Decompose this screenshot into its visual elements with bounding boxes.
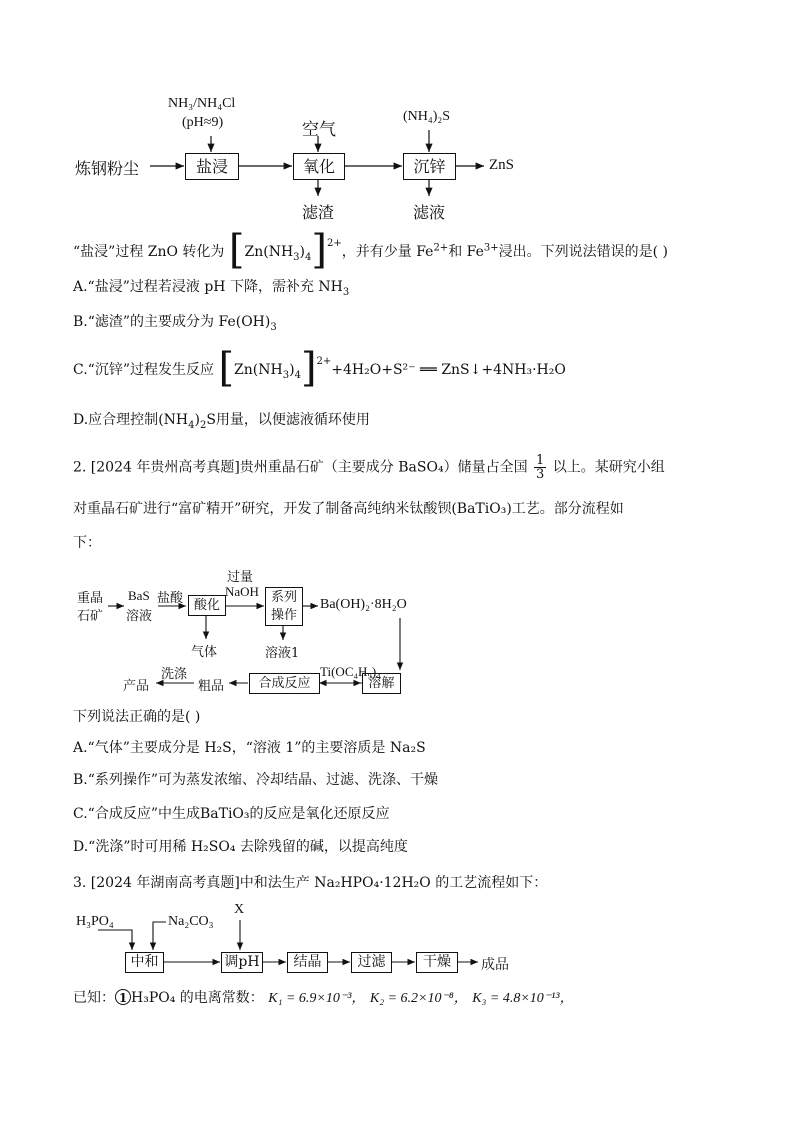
- flow1-reagent-nh3: NH₃/NH₄Cl: [168, 96, 236, 111]
- flow1-out-residue: 滤渣: [302, 203, 335, 222]
- q3-known-prefix: 已知：: [73, 990, 115, 1006]
- flow1-product: ZnS: [489, 157, 515, 173]
- q3-title: 3. [2024 年湖南高考真题]中和法生产 Na₂HPO₄·12H₂O 的工艺流程如下：: [73, 875, 548, 891]
- flow2-ore-2: 石矿: [77, 609, 104, 624]
- flow2-hcl: 盐酸: [157, 591, 184, 606]
- q2-line1-a: 2. [2024 年贵州高考真题]贵州重晶石矿（主要成分 BaSO₄）储量占全国: [73, 459, 528, 476]
- flow2-bas-1: BaS: [128, 588, 150, 603]
- q2-frac-num: 1: [536, 453, 545, 468]
- flow3-na2co3: Na₂CO₃: [168, 914, 214, 929]
- flow2-gas: 气体: [191, 645, 218, 660]
- q1-option-c-post: +4H₂O+S²⁻ ══ ZnS↓+4NH₃·H₂O: [331, 362, 566, 378]
- flow3-product: 成品: [481, 957, 509, 973]
- q3-k1: K₁ = 6.9×10⁻³，: [268, 991, 366, 1006]
- q1-stem-c: 和 Fe: [448, 244, 484, 260]
- flow2-solution1: 溶液1: [265, 646, 300, 661]
- flow2-wash: 洗涤: [161, 667, 188, 682]
- q1-stem: “盐浸”过程 ZnO 转化为 $[Zn(NH_3)_4]^{2+}$，并有少量 $Fe^{2+}$和 $Fe^{3+}$浸出。下列说法错误的是( ): [73, 227, 668, 273]
- flow3-x: X: [234, 902, 245, 917]
- flow2-box-synthesis: 合成反应: [249, 673, 320, 694]
- flow2-box-dissolve: 溶解: [362, 673, 401, 694]
- q2-line2: 对重晶石矿进行“富矿精开”研究，开发了制备高纯纳米钛酸钡(BaTiO₃)工艺。部分流程如: [73, 501, 624, 517]
- q1-stem-d: 浸出。下列说法错误的是( ): [498, 244, 668, 260]
- flow2-box-series-line2: 操作: [270, 608, 297, 623]
- q1-option-b[interactable]: B.“滤渣”的主要成分为 $Fe(OH)_3$: [73, 314, 277, 333]
- q1-option-d-post: S用量，以便滤液循环使用: [206, 412, 370, 428]
- q1-option-b-text: B.“滤渣”的主要成分为 Fe(OH): [73, 314, 271, 330]
- flow2-baoh2: Ba(OH)₂·8H₂O: [320, 597, 407, 612]
- q1-option-d-pre: D.应合理控制: [73, 412, 159, 428]
- q3-known-text: H₃PO₄ 的电离常数：: [131, 990, 264, 1006]
- flow3-box-adjust-ph: 调pH: [221, 952, 263, 973]
- flow2-box-series-line1: 系列: [270, 590, 297, 605]
- q2-frac-den: 3: [536, 467, 545, 482]
- q1-option-d[interactable]: D.应合理控制$(NH_4)_2S$用量，以便滤液循环使用: [73, 412, 370, 431]
- flow2-box-acidify: 酸化: [188, 595, 226, 616]
- flow3-h3po4: H₃PO₄: [76, 914, 114, 929]
- q2-ask: 下列说法正确的是( ): [73, 709, 201, 725]
- q1-complex: Zn(NH: [244, 244, 294, 260]
- flow2-ti-reagent: Ti(OC₄H₉)₄: [320, 664, 381, 679]
- flow2-crude: 粗品: [198, 679, 225, 694]
- q3-k2: K₂ = 6.2×10⁻⁸，: [369, 991, 468, 1006]
- flow3-box-dry: 干燥: [416, 952, 458, 973]
- q2-line1-b: 以上。某研究小组: [552, 459, 665, 476]
- flow2-bas-2: 溶液: [126, 609, 153, 624]
- flow2-naoh-1: 过量: [227, 570, 254, 585]
- flow1-box-salt-leach: 盐浸: [185, 153, 239, 180]
- q1-option-c-pre: C.“沉锌”过程发生反应: [73, 362, 214, 378]
- q1-stem-b: ，并有少量 Fe: [341, 244, 434, 260]
- q1-option-a-text: A.“盐浸”过程若浸液 pH 下降，需补充 NH: [73, 279, 343, 295]
- flow3-box-neutralize: 中和: [125, 952, 164, 973]
- q1-stem-a: “盐浸”过程 ZnO 转化为: [73, 244, 225, 260]
- q3-k3: K₃ = 4.8×10⁻¹³，: [472, 991, 574, 1006]
- flow1-feed: 炼钢粉尘: [75, 159, 140, 178]
- flow1-reagent-ph: (pH≈9): [182, 115, 224, 130]
- flow1-box-zinc-precip: 沉锌: [403, 153, 456, 180]
- q1-option-a[interactable]: A.“盐浸”过程若浸液 pH 下降，需补充 $NH_3$: [73, 279, 350, 298]
- flow1-out-filtrate: 滤液: [413, 203, 446, 222]
- q3-known-circle-number: 1: [115, 989, 131, 1005]
- q2-line3: 下：: [73, 535, 101, 551]
- q2-option-d[interactable]: D.“洗涤”时可用稀 H₂SO₄ 去除残留的碱，以提高纯度: [73, 839, 408, 855]
- flow2-ore-1: 重晶: [77, 591, 104, 606]
- flow2-naoh-2: NaOH: [225, 584, 259, 599]
- flow1-reagent-nh4s: (NH₄)₂S: [403, 109, 451, 124]
- q2-option-c[interactable]: C.“合成反应”中生成BaTiO₃的反应是氧化还原反应: [73, 806, 390, 822]
- flow2-product: 产品: [123, 679, 150, 694]
- q2-option-a[interactable]: A.“气体”主要成分是 H₂S，“溶液 1”的主要溶质是 Na₂S: [73, 740, 426, 756]
- flow1-box-oxidation: 氧化: [293, 153, 345, 180]
- q3-known: [73, 988, 574, 1009]
- flow3-box-filter: 过滤: [351, 952, 392, 973]
- flow3-box-crystallize: 结晶: [287, 952, 328, 973]
- flow1-reagent-air: 空气: [302, 120, 336, 140]
- q2-option-b[interactable]: B.“系列操作”可为蒸发浓缩、冷却结晶、过滤、洗涤、干燥: [73, 772, 439, 788]
- q1-option-c[interactable]: C.“沉锌”过程发生反应 $[Zn(NH_3)_4]^{2+}+4H_2O+S^{2-}$ ══ ZnS↓+4NH₃·H₂O: [73, 345, 566, 391]
